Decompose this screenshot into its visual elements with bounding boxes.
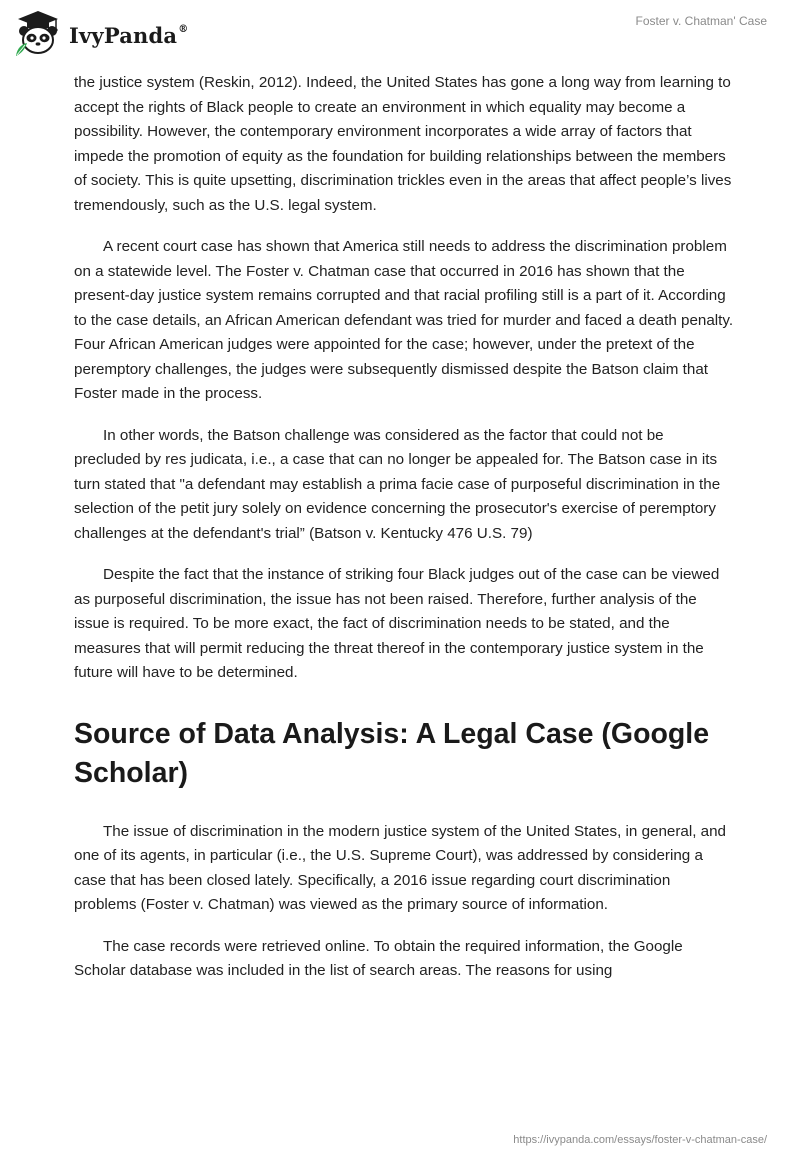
paragraph-1: the justice system (Reskin, 2012). Indeed, the United States has gone a long way from learning to accept the rights of Black people to create an environment in which equality may become a possibility. However, the contemporary environment incorporates a wide array of factors that impede the promotion of equity as the foundation for building relationships between the members of society. This is quite upsetting, discrimination trickles even in the areas that affect people’s lives tremendously, such as the U.S. legal system. [74,74,732,214]
document-title: Foster v. Chatman' Case [635,14,767,28]
panda-mascot-icon [14,10,62,58]
section-heading: Source of Data Analysis: A Legal Case (Google Scholar) [74,717,710,789]
paragraph-4: Despite the fact that the instance of striking four Black judges out of the case can be viewed as purposeful discrimination, the issue has not been raised. Therefore, further analysis of the issue is required. To be more exact, the fact of discrimination needs to be stated, and the measures that will permit reducing the threat thereof in the contemporary justice system in the future will have to be determined. [74,566,720,681]
paragraph-2: A recent court case has shown that America still needs to address the discrimination problem on a statewide level. The Foster v. Chatman case that occurred in 2016 has shown that the present-day justice system remains corrupted and that racial profiling still is a part of it. According to the case details, an African American defendant was tried for murder and faced a death penalty. Four African American judges were appointed for the case; however, under the pretext of the peremptory challenges, the judges were subsequently dismissed despite the Batson claim that Foster made in the process. [74,238,734,402]
paragraph-6: The case records were retrieved online. To obtain the required information, the Google Scholar database was included in the list of search areas. The reasons for using [74,937,683,979]
brand-logo[interactable] [14,10,188,58]
brand-name-text: IvyPanda [69,22,178,48]
source-url[interactable]: https://ivypanda.com/essays/foster-v-chatman-case/ [513,1134,767,1146]
paragraph-3: In other words, the Batson challenge was considered as the factor that could not be precluded by res judicata, i.e., a case that can no longer be appealed for. The Batson case in its turn stated that "a defendant may establish a prima facie case of purposeful discrimination in the selection of the petit jury solely on evidence concerning the prosecutor's exercise of peremptory challenges at the defendant's trial” (Batson v. Kentucky 476 U.S. 79) [74,426,721,542]
article-body [74,71,734,1001]
brand-name [69,23,188,48]
page-header [0,0,800,68]
paragraph-5: The issue of discrimination in the modern justice system of the United States, in general, and one of its agents, in particular (i.e., the U.S. Supreme Court), was addressed by considering a case that has been closed lately. Specifically, a 2016 issue regarding court discrimination problems (Foster v. Chatman) was viewed as the primary source of information. [74,822,727,913]
registered-mark: ® [178,23,189,35]
